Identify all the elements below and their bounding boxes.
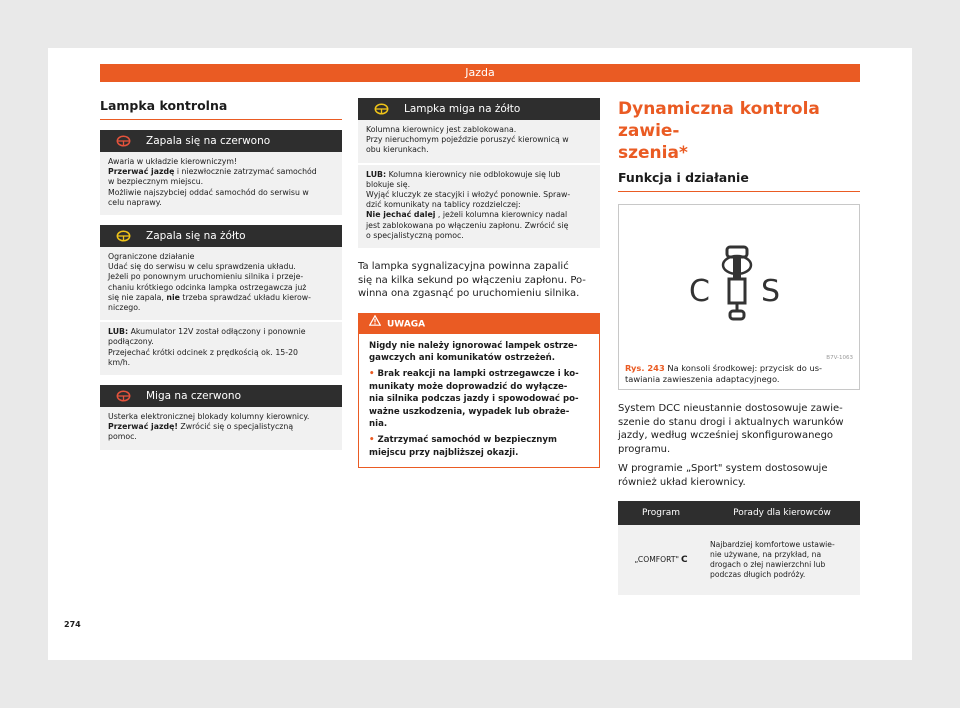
program-name: „COMFORT"	[634, 555, 679, 564]
indicator-text-box	[100, 407, 342, 450]
text-line	[369, 447, 589, 459]
text-line: programu.	[618, 443, 671, 455]
text-line	[108, 167, 334, 177]
text-segment: i niezwłocznie zatrzymać samochód	[174, 167, 317, 177]
indicator-text-box	[100, 247, 342, 320]
indicator-bar	[100, 225, 342, 247]
program-cell	[618, 525, 704, 595]
text-segment: o specjalistyczną pomoc.	[366, 230, 464, 240]
text-line	[108, 198, 334, 208]
indicator-text-box	[358, 163, 600, 248]
text-segment: niczego.	[108, 303, 141, 313]
text-line	[108, 422, 334, 432]
text-segment: jest zablokowana po włączeniu zapłonu. Zwrócić się	[366, 220, 569, 230]
text-line	[108, 293, 334, 303]
figure-code: B7V-1063	[826, 355, 853, 361]
text-segment: tawiania zawieszenia adaptacyjnego.	[625, 374, 780, 384]
text-line: Dynamiczna kontrola zawie-	[618, 99, 820, 141]
text-segment: km/h.	[108, 357, 131, 367]
text-line: Najbardziej komfortowe ustawie-	[710, 540, 835, 549]
text-line	[369, 368, 589, 380]
text-line	[108, 358, 334, 368]
text-segment: Przerwać jazdę	[108, 167, 175, 177]
steering-column-lock-icon	[358, 103, 404, 115]
document-page	[48, 48, 912, 660]
text-line	[108, 412, 334, 422]
table-header-row	[618, 501, 860, 525]
text-line: Ta lampka sygnalizacyjna powinna zapalić	[358, 261, 569, 273]
text-segment: Przejechać krótki odcinek z prędkością ok. 15-20	[108, 347, 298, 357]
text-line	[366, 221, 592, 231]
program-c-icon: C	[680, 555, 688, 565]
text-line: jazdy, według wcześniej skonfigurowanego	[618, 430, 834, 441]
warning-title: UWAGA	[387, 319, 426, 330]
text-segment: podłączony.	[108, 337, 154, 347]
figure-number: Rys. 243	[625, 363, 665, 373]
text-segment: się nie zapala,	[108, 292, 167, 302]
text-segment: obu kierunkach.	[366, 145, 429, 155]
text-segment: , jeżeli kolumna kierownicy nadal	[435, 210, 568, 220]
indicator-bar	[100, 385, 342, 407]
warning-body	[359, 334, 599, 468]
text-segment: munikaty może doprowadzić do wyłącze-	[369, 381, 568, 392]
indicator-bar-label: Miga na czerwono	[146, 390, 241, 403]
spacer	[100, 120, 342, 130]
text-line	[366, 200, 592, 210]
indicator-bar-label: Zapala się na żółto	[146, 230, 246, 243]
text-line: się na kilka sekund po włączeniu zapłonu. Po-	[358, 274, 586, 286]
shock-absorber-icon	[723, 247, 751, 319]
indicator-bar-label: Lampka miga na żółto	[404, 103, 521, 115]
indicator-block	[358, 98, 600, 248]
text-segment: Udać się do serwisu w celu sprawdzenia układu.	[108, 262, 296, 272]
indicator-bar	[100, 130, 342, 152]
figure-letter-c: C	[689, 274, 710, 309]
text-line	[108, 432, 334, 442]
text-segment: Akumulator 12V został odłączony i ponownie	[128, 327, 306, 337]
text-segment: Kolumna kierownicy nie odblokowuje się lub	[386, 169, 561, 179]
page-number: 274	[64, 620, 81, 629]
text-line: Nigdy nie należy ignorować lampek ostrze-	[369, 340, 578, 351]
warning-triangle-icon	[369, 314, 381, 334]
text-line	[108, 177, 334, 187]
warning-intro	[369, 340, 589, 365]
text-line	[369, 393, 589, 405]
warning-box	[358, 313, 600, 469]
text-line	[108, 188, 334, 198]
warning-header	[359, 314, 599, 334]
paragraph-1	[618, 402, 860, 456]
steering-column-lock-icon	[100, 135, 146, 147]
column-right	[618, 98, 860, 595]
text-line	[369, 418, 589, 430]
text-line	[366, 180, 592, 190]
text-line	[366, 170, 592, 180]
column-left	[100, 98, 342, 450]
program-table	[618, 501, 860, 595]
text-segment: Awaria w układzie kierowniczym!	[108, 157, 238, 166]
text-segment: Kolumna kierownicy jest zablokowana.	[366, 125, 517, 134]
text-line	[366, 135, 592, 145]
warning-item	[369, 434, 589, 459]
spacer	[100, 375, 342, 385]
text-line	[366, 125, 592, 135]
warning-item	[369, 368, 589, 430]
text-line	[108, 272, 334, 282]
text-segment: nie	[166, 292, 180, 302]
text-segment: Przy nieruchomym pojeździe poruszyć kierownicą w	[366, 135, 569, 145]
text-segment: nia.	[369, 418, 388, 429]
text-line	[369, 434, 589, 446]
steering-column-lock-icon	[100, 390, 146, 402]
text-line	[108, 303, 334, 313]
bullet-dot: •	[369, 435, 378, 446]
text-line	[625, 374, 853, 385]
text-line	[366, 145, 592, 155]
text-line	[625, 363, 853, 374]
text-segment: Na konsoli środkowej: przycisk do us-	[667, 363, 823, 373]
text-line: winna ona zgasnąć po uruchomieniu silnika.	[358, 288, 580, 300]
spacer	[100, 215, 342, 225]
text-line: drogach o złej nawierzchni lub	[710, 560, 826, 569]
text-segment: trzeba sprawdzać układu kierow-	[179, 292, 311, 302]
text-segment: Nie jechać dalej	[366, 210, 436, 220]
text-line	[366, 190, 592, 200]
text-segment: Usterka elektronicznej blokady kolumny kierownicy.	[108, 412, 310, 422]
indicator-bar-label: Zapala się na czerwono	[146, 135, 271, 147]
text-line	[108, 157, 334, 167]
table-body	[618, 525, 860, 595]
text-segment: Jeżeli po ponownym uruchomieniu silnika i przeje-	[108, 272, 304, 282]
indicator-blocks	[100, 120, 342, 450]
text-line: szenie do stanu drogi i aktualnych warunków	[618, 416, 844, 428]
figure-caption	[625, 363, 853, 385]
text-segment: Przerwać jazdę!	[108, 422, 178, 432]
text-line	[108, 348, 334, 358]
text-segment: Ograniczone działanie	[108, 252, 195, 262]
text-line	[108, 262, 334, 272]
text-segment: pomoc.	[108, 432, 137, 442]
figure	[618, 204, 860, 390]
text-segment: nia silnika podczas jazdy i spowodować po-	[369, 394, 579, 405]
text-line	[108, 283, 334, 293]
text-line: System DCC nieustannie dostosowuje zawie-	[618, 403, 843, 414]
table-row	[618, 525, 860, 595]
text-line	[108, 252, 334, 262]
text-line	[366, 231, 592, 241]
column-middle	[358, 98, 600, 468]
steering-column-lock-icon	[100, 230, 146, 242]
text-line: gawczych ani komunikatów ostrzeżeń.	[369, 352, 556, 363]
subsection-title: Funkcja i działanie	[618, 170, 860, 192]
text-segment: Możliwie najszybciej oddać samochód do serwisu w	[108, 187, 309, 197]
text-line: nie używane, na przykład, na	[710, 550, 822, 559]
text-segment: celu naprawy.	[108, 197, 162, 207]
indicator-text-box	[358, 120, 600, 163]
paragraph-2	[618, 462, 860, 489]
indicator-text-box	[100, 152, 342, 215]
column-header-advice: Porady dla kierowców	[704, 501, 860, 525]
text-segment: Zwrócić się o specjalistyczną	[177, 422, 294, 432]
intro-paragraph	[358, 260, 600, 301]
chapter-header: Jazda	[100, 64, 860, 82]
text-segment: LUB:	[366, 169, 387, 179]
text-line	[108, 327, 334, 337]
text-segment: dzić komunikaty na tablicy rozdzielczej:	[366, 200, 521, 210]
text-line: podczas długich podróży.	[710, 570, 806, 579]
figure-letter-s: S	[761, 274, 781, 309]
column-header-program: Program	[618, 501, 704, 525]
text-line: również układ kierownicy.	[618, 476, 746, 488]
text-segment: Brak reakcji na lampki ostrzegawcze i ko-	[377, 369, 579, 380]
advice-cell	[704, 525, 860, 595]
dcc-button-illustration	[623, 209, 855, 358]
text-segment: chaniu krótkiego odcinka lampka ostrzegawcza już	[108, 282, 307, 292]
text-line	[369, 381, 589, 393]
text-line	[108, 337, 334, 347]
indicator-bar	[358, 98, 600, 120]
text-segment: Wyjąć kluczyk ze stacyjki i włożyć ponownie. Spraw-	[366, 190, 571, 200]
text-segment: LUB:	[108, 327, 129, 337]
text-line	[369, 406, 589, 418]
text-segment: Zatrzymać samochód w bezpiecznym	[377, 435, 557, 446]
text-line	[366, 210, 592, 220]
text-segment: blokuje się.	[366, 179, 411, 189]
text-segment: miejscu przy najbliższej okazji.	[369, 447, 519, 458]
text-line: szenia*	[618, 143, 688, 163]
chapter-title	[618, 98, 860, 164]
text-line: W programie „Sport" system dostosowuje	[618, 463, 828, 474]
bullet-dot: •	[369, 369, 378, 380]
section-title: Lampka kontrolna	[100, 98, 342, 120]
indicator-text-box	[100, 320, 342, 375]
text-segment: ważne uszkodzenia, wypadek lub obraże-	[369, 406, 570, 417]
text-segment: w bezpiecznym miejscu.	[108, 177, 204, 187]
